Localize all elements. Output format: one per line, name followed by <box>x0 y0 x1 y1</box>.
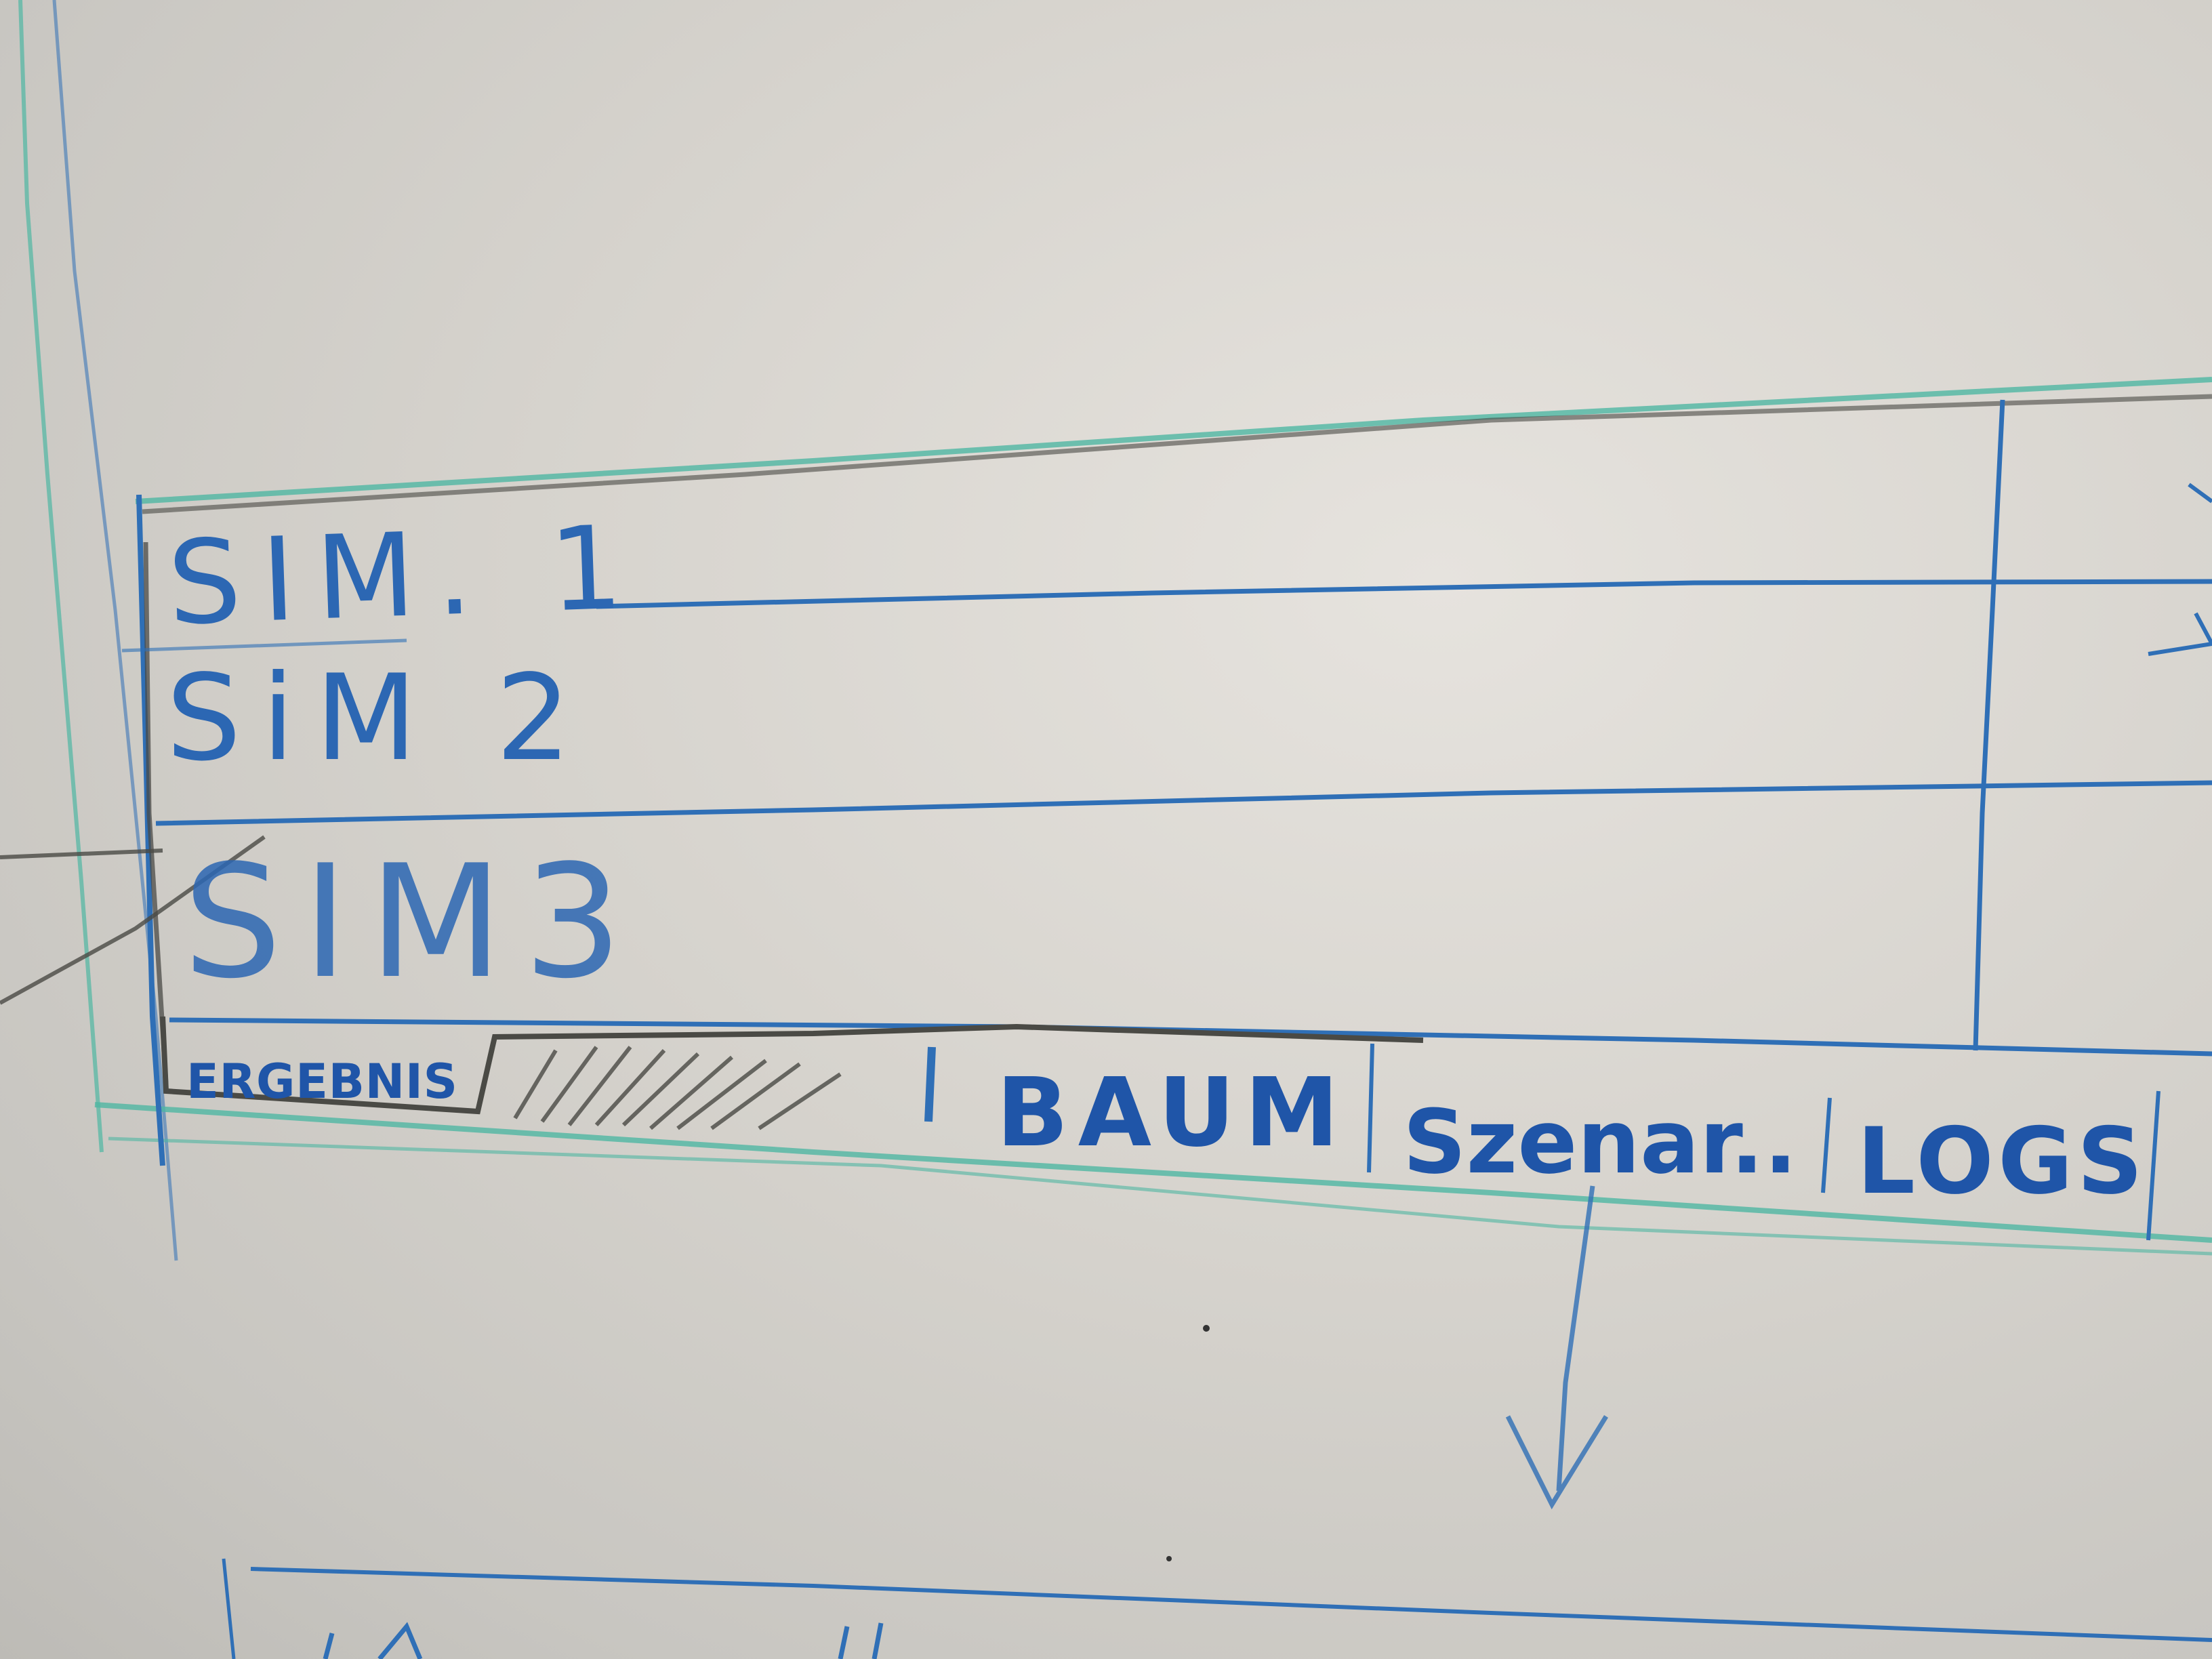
tab-separator-1 <box>928 1047 932 1122</box>
tab-label-szenar[interactable]: Szenar.. <box>1403 1090 1798 1193</box>
tab-separator-4 <box>2148 1091 2158 1240</box>
row-separator-3 <box>169 1020 2212 1054</box>
row-separator-2 <box>156 783 2212 823</box>
lower-box-left <box>224 1559 234 1659</box>
tab-separator-3 <box>1823 1098 1830 1193</box>
tab-label-ergebnis[interactable]: ERGEBNIS <box>186 1054 457 1109</box>
frame-top-green <box>136 380 2212 501</box>
column-separator <box>1975 400 2003 1050</box>
left-guide-line-outer <box>20 0 102 1152</box>
row-label-sim2: SiM 2 <box>166 650 592 787</box>
arrow-down-icon <box>1508 1186 1606 1504</box>
marker-dot-2 <box>1166 1556 1172 1561</box>
marker-dot-1 <box>1203 1325 1210 1332</box>
frame-top-gray <box>142 396 2212 512</box>
right-chevron-1 <box>2189 485 2212 501</box>
lower-box-partial-text <box>325 1623 881 1659</box>
lower-box-top <box>251 1569 2212 1640</box>
tab-separator-2 <box>1369 1044 1372 1172</box>
right-chevron-2 <box>2148 613 2212 654</box>
row-separator-1 <box>596 581 2212 607</box>
hatch-scribble-icon <box>515 1047 840 1128</box>
tab-label-baum[interactable]: BAUM <box>996 1058 1349 1168</box>
tab-label-logs[interactable]: LOGS <box>1857 1108 2148 1214</box>
row-label-sim1: SIM. 1 <box>165 500 645 651</box>
row-label-sim3: SIM3 <box>183 832 643 1013</box>
